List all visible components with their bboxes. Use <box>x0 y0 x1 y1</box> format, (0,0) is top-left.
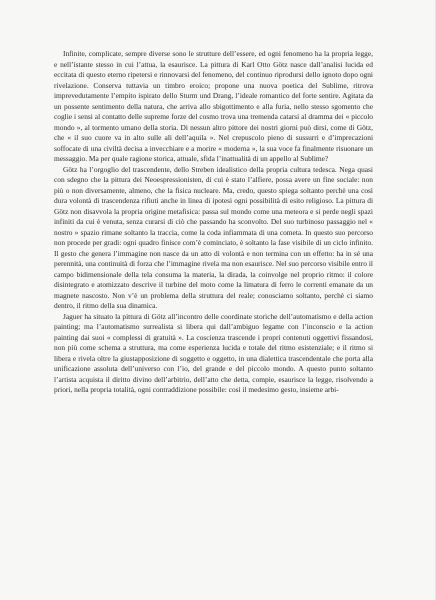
document-page <box>54 49 373 396</box>
paragraph-1: Infinite, complicate, sempre diverse sono le strutture dell’essere, ed ogni fenomeno ha la propria legge, e nell’istante stesso in cui l’attua, la esaurisce. La pittura di Karl Otto Götz nasce dall’analisi lucida ed eccitata di questo eterno ripetersi e rinnovarsi del fenomeno, del continuo riprodursi dello ignoto dopo ogni rivelazione. Conserva tuttavia un timbro eroico; propone una nuova poetica del Sublime, ritrova imprevedutamente l’empito ispirato dello Sturm und Drang, l’ideale romantico del forte sentire. Agitata da un possente sentimento della natura, che arriva allo sbigottimento e alla furia, nello stesso sgomento che coglie i sensi al contatto delle supreme forze del cosmo trova una tremenda catarsi al dramma dei « piccolo mondo », al tormento umano della storia. Di nessun altro pittore dei nostri giorni può dirsi, come di Götz, che « il suo cuore va in alto sulle ali dell’aquila ». Nel crepuscolo pieno di sussurri e d’imprecazioni soffocate di una civiltà decisa a invecchiare e a morire « moderna », la sua voce fa finalmente risuonare un messaggio. Ma per quale ragione storica, attuale, sfida l’inattualità di un appello al Sublime? <box>54 49 373 163</box>
paragraph-2: Götz ha l’orgoglio del trascendente, dello Streben idealistico della propria cultura tedesca. Nega quasi con sdegno che la pittura dei Neoespressionisten, di cui è stato l’alfiere, possa avere un fine sociale: non più o non diversamente, almeno, che la fisica nucleare. Ma, credo, questo spiega soltanto perchè una così dura volontà di trascendenza rifiuti anche in linea di ipotesi ogni possibilità di esito religioso. La pittura di Götz non disavvola la propria origine metafisica: passa sul mondo come una meteora e si perde negli spazi infiniti da cui è venuta, senza curarsi di ciò che passando ha sconvolto. Del suo turbinoso passaggio nel « nostro » spazio rimane soltanto la traccia, come la coda infiammata di una cometa. In questo suo percorso non procede per gradi: ogni quadro finisce com’è cominciato, è soltanto la fase visibile di un ciclo infinito. Il gesto che genera l’immagine non nasce da un atto di volontà e non termina con un effetto: ha in sé una perennità, una continuità di forza che l’immagine rivela ma non esaurisce. Nel suo percorso visibile entro il campo bidimensionale della tela consuma la materia, la dirada, la coinvolge nel proprio ritmo: il colore disintegrato e atomizzato descrive il turbine del moto come la limatura di ferro le correnti emanate da un magnete nascosto. Non v’è un problema della struttura del reale; conosciamo soltanto, perchè ci siamo dentro, il ritmo della sua dinamica. <box>54 164 373 310</box>
paragraph-3: Jaguer ha situato la pittura di Götz all’incontro delle coordinate storiche dell’automatismo e della action painting; ma l’automatismo surrealista si libera qui dall’ambiguo legame con l’inconscio e la action painting dai suoi « complessi di gratuità ». La coscienza trascende i propri contenuti oggettivi fissandosi, non più come schema a struttura, ma come esperienza lucida e totale del ritmo esistenziale; e il ritmo si libera e rivela oltre la giustapposizione di soggetto e oggetto, in una dialettica trascendentale che porta alla unificazione assoluta dell’universo con l’io, del grande e del piccolo mondo. A questo punto soltanto l’artista acquista il diritto divino dell’arbitrio, dell’atto che detta, compie, esaurisce la legge, risolvendo a priori, nella propria totalità, ogni contraddizione possibile: così il medesimo gesto, insieme arbi- <box>54 311 373 394</box>
